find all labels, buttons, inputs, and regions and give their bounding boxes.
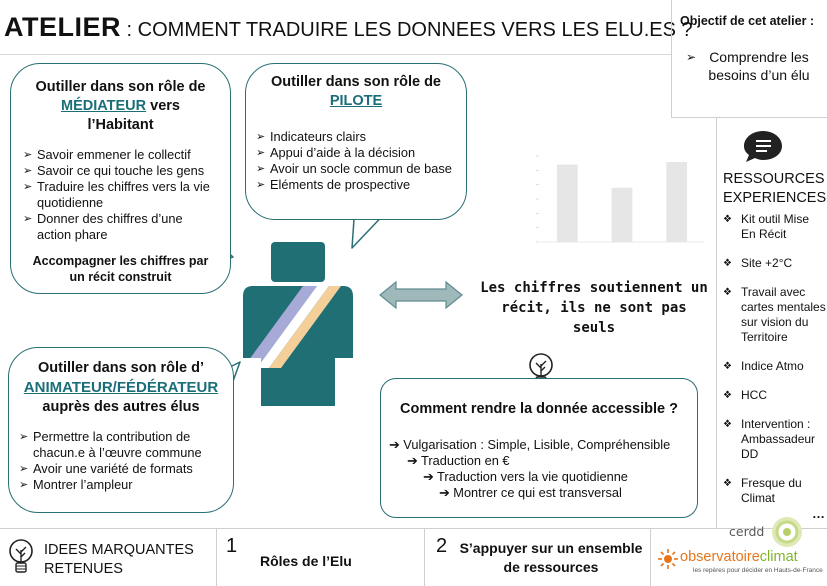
cerdd-logo: cerdd [729,524,765,539]
takeaway-2: S’appuyer sur un ensemble de ressources [459,540,643,575]
resource-item: ❖ Indice Atmo [723,359,827,374]
chart-bar [557,165,578,242]
sun-logo-icon [657,548,679,570]
accessible-box [380,378,698,518]
chart-bar [666,162,687,242]
animateur-role: ANIMATEUR/FÉDÉRATEUR [23,379,219,396]
mediateur-note: Accompagner les chiffres par un récit construit [32,254,209,284]
resources-title: RESSOURCES EXPERIENCES [723,171,827,206]
cerdd-logo-mark [770,515,806,549]
resource-item: ❖ Intervention : Ambassadeur DD [723,417,827,462]
resource-item: ❖ Kit outil Mise En Récit [723,212,827,242]
title-rest: : COMMENT TRADUIRE LES DONNEES VERS LES ELU.ES ? [121,19,693,41]
chart-bars [557,162,687,242]
list-item: ➢ Avoir une variété de formats [19,461,223,477]
step-item: ➔ Montrer ce qui est transversal [439,485,622,500]
slogan: Les chiffres soutiennent un récit, ils ne sont pas seuls [480,280,708,336]
animateur-heading: Outiller dans son rôle d’ ANIMATEUR/FÉDÉRATEUR auprès des autres élus [23,360,219,415]
chat-bubble-icon [741,128,785,164]
step-item: ➔ Traduction en € [407,453,510,468]
arrow-icon: ➔ [439,485,454,500]
mini-bar-chart [528,150,710,250]
lightbulb-tree-icon [8,538,34,578]
list-item: ➢ Permettre la contribution de chacun.e à l’œuvre commune [19,429,223,461]
title-strong: ATELIER [4,12,121,42]
animateur-list [19,429,223,493]
accessible-steps [389,437,670,501]
arrow-icon: ➔ [423,469,438,484]
chart-bar [612,188,633,242]
list-item: ➢ Avoir un socle commun de base [256,161,456,177]
accessible-title: Comment rendre la donnée accessible ? [399,401,678,417]
resources-list [723,212,827,506]
list-item: ➢ Appui d’aide à la décision [256,145,456,161]
double-arrow-icon [378,280,464,310]
list-item: ➢ Savoir ce qui touche les gens [23,163,218,179]
arrow-icon: ➔ [407,453,422,468]
more-indicator: … [812,506,825,521]
objective-item: ➢ Comprendre les besoins d’un élu [686,49,810,83]
resources-panel [716,118,827,528]
takeaway-1: Rôles de l’Elu [260,553,352,569]
resource-item: ❖ Site +2°C [723,256,827,271]
objective-heading: Objectif de cet atelier : [680,14,815,28]
mediateur-heading: Outiller dans son rôle de MÉDIATEUR vers l’Habitant [35,79,206,133]
observatoire-logo: observatoireclimat [680,549,798,565]
observatoire-tagline: les repères pour décider en Hauts-de-France [693,567,823,574]
pilote-role: PILOTE [329,93,383,109]
mediateur-list [23,147,218,243]
pilote-heading: Outiller dans son rôle de PILOTE [270,74,441,109]
step-item: ➔ Vulgarisation : Simple, Lisible, Compréhensible [389,437,671,452]
list-item: ➢ Donner des chiffres d’une action phare [23,211,218,243]
pilote-list [256,129,456,193]
list-item: ➢ Indicateurs clairs [256,129,456,145]
number-one: 1 [226,535,238,557]
list-item: ➢ Savoir emmener le collectif [23,147,218,163]
list-item: ➢ Traduire les chiffres vers la vie quotidienne [23,179,218,211]
bubble-animateur [8,347,234,513]
divider [424,529,425,586]
bottom-label: IDEES MARQUANTES RETENUES [44,542,194,577]
chevron-icon: ➢ [686,50,697,64]
resource-item: ❖ HCC [723,388,827,403]
bubble-mediateur [10,63,231,294]
step-item: ➔ Traduction vers la vie quotidienne [423,469,628,484]
figure-head [271,242,325,282]
arrow-icon: ➔ [389,437,404,452]
list-item: ➢ Eléments de prospective [256,177,456,193]
number-two: 2 [436,535,448,557]
mediateur-role: MÉDIATEUR [61,98,147,114]
bubble-pilote [245,63,467,220]
divider [216,529,217,586]
elected-official-figure [235,238,361,408]
divider [650,529,651,586]
list-item: ➢ Montrer l’ampleur [19,477,223,493]
resource-item: ❖ Fresque du Climat [723,476,827,506]
resource-item: ❖ Travail avec cartes mentales sur vision du Territoire [723,285,827,345]
